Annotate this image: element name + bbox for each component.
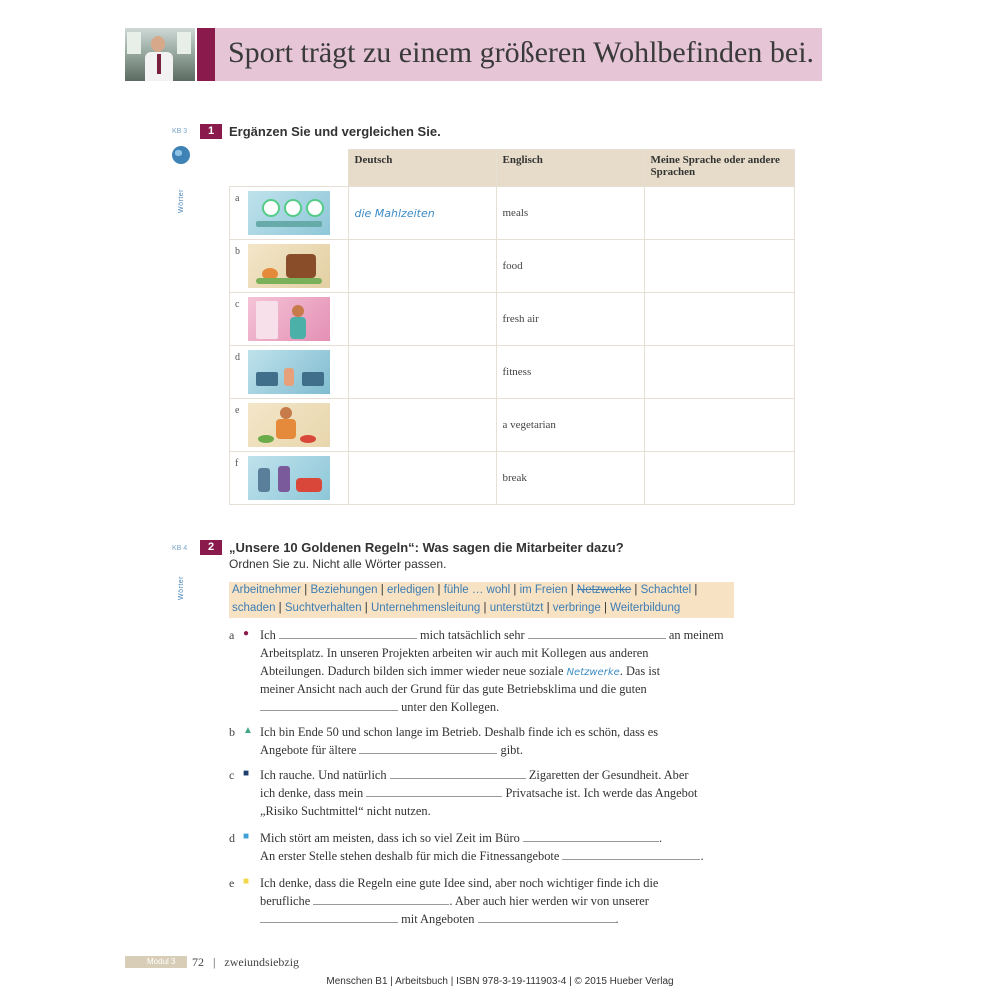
filled-answer: Netzwerke <box>566 667 620 678</box>
word-englisch: food <box>496 240 644 293</box>
ex2-heading: „Unsere 10 Goldenen Regeln“: Was sagen die Mitarbeiter dazu? <box>229 540 624 555</box>
table-row <box>230 399 795 452</box>
word-box-line-1: Arbeitnehmer | Beziehungen | erledigen | fühle … wohl | im Freien | Netzwerke | Schachtel | <box>232 584 698 596</box>
word-englisch: fitness <box>496 346 644 399</box>
table-row <box>230 346 795 399</box>
word-englisch: fresh air <box>496 293 644 346</box>
row-letter: a <box>235 193 240 204</box>
gap-input[interactable] <box>260 910 398 923</box>
item-e-letter: e <box>229 876 235 890</box>
item-a-line-4: meiner Ansicht nach auch der Grund für das gute Betriebsklima und die guten <box>260 682 647 696</box>
footer-credit: Menschen B1 | Arbeitsbuch | ISBN 978-3-19-111903-4 | © 2015 Hueber Verlag <box>326 976 674 987</box>
answer-own-language[interactable] <box>644 346 794 399</box>
word-item: Weiterbildung <box>610 602 681 614</box>
col-deutsch: Deutsch <box>348 150 496 187</box>
square-bullet-icon: ■ <box>243 768 250 779</box>
gap-input[interactable] <box>562 847 700 860</box>
ex2-number: 2 <box>200 540 222 555</box>
item-a-letter: a <box>229 628 235 642</box>
answer-deutsch[interactable] <box>348 293 496 346</box>
square-bullet-icon: ■ <box>243 876 250 887</box>
item-e-line-2: berufliche . Aber auch hier werden wir von unserer <box>260 894 649 908</box>
item-a-line-1: Ich mich tatsächlich sehr an meinem <box>260 628 724 642</box>
col-englisch: Englisch <box>496 150 644 187</box>
gap-input[interactable] <box>279 626 417 639</box>
module-label: Modul 3 <box>125 956 187 968</box>
item-a-line-2: Arbeitsplatz. In unseren Projekten arbeiten wir auch mit Kollegen aus anderen <box>260 646 649 660</box>
page-number-line: 72 | zweiundsiebzig <box>192 955 300 969</box>
table-row <box>230 452 795 505</box>
page-title: Sport trägt zu einem größeren Wohlbefinden bei. <box>228 36 815 69</box>
word-item: im Freien <box>519 584 568 596</box>
word-englisch: break <box>496 452 644 505</box>
page-word: zweiundsiebzig <box>224 955 300 969</box>
table-row <box>230 240 795 293</box>
item-b-letter: b <box>229 725 235 739</box>
word-englisch: meals <box>496 187 644 240</box>
answer-own-language[interactable] <box>644 187 794 240</box>
item-c-letter: c <box>229 768 235 782</box>
row-letter: d <box>235 352 240 363</box>
row-letter: b <box>235 246 240 257</box>
page-number: 72 <box>192 955 204 969</box>
word-item: Suchtverhalten <box>284 602 362 614</box>
globe-icon <box>172 146 190 164</box>
food-image <box>248 244 330 288</box>
ex1-side-label: Wörter <box>178 189 185 213</box>
item-e-line-3: mit Angeboten . <box>260 910 619 928</box>
gap-input[interactable] <box>528 626 666 639</box>
word-item: unterstützt <box>489 602 544 614</box>
gap-input[interactable] <box>260 698 398 711</box>
ex1-heading: Ergänzen Sie und vergleichen Sie. <box>229 124 441 139</box>
word-item: Arbeitnehmer <box>232 584 302 596</box>
gap-input[interactable] <box>313 892 449 905</box>
word-englisch: a vegetarian <box>496 399 644 452</box>
answer-deutsch[interactable] <box>348 240 496 293</box>
word-item: fühle … wohl <box>443 584 511 596</box>
item-d-letter: d <box>229 831 235 845</box>
item-d-line-2: An erster Stelle stehen deshalb für mich die Fitnessangebote . <box>260 849 704 863</box>
item-a-line-5: unter den Kollegen. <box>260 698 499 716</box>
circle-bullet-icon: ● <box>243 628 250 639</box>
answer-own-language[interactable] <box>644 399 794 452</box>
gap-input[interactable] <box>390 766 526 779</box>
ex2-ref: KB 4 <box>172 545 188 552</box>
vocabulary-table <box>229 149 795 505</box>
ex1-ref: KB 3 <box>172 128 188 135</box>
word-item: Beziehungen <box>310 584 378 596</box>
word-item-used: Netzwerke <box>576 584 632 596</box>
item-c-line-2: ich denke, dass mein Privatsache ist. Ich werde das Angebot <box>260 786 698 800</box>
item-b-line-1: Ich bin Ende 50 und schon lange im Betrieb. Deshalb finde ich es schön, dass es <box>260 725 659 739</box>
item-d-line-1: Mich stört am meisten, dass ich so viel Zeit im Büro . <box>260 831 663 845</box>
gap-input[interactable] <box>359 741 497 754</box>
row-letter: c <box>235 299 240 310</box>
item-a-line-3: Abteilungen. Dadurch bilden sich immer wieder neue soziale Netzwerke. Das ist <box>260 664 661 678</box>
square-bullet-icon: ■ <box>243 831 250 842</box>
fitness-image <box>248 350 330 394</box>
word-item: verbringe <box>552 602 601 614</box>
vegetarian-image <box>248 403 330 447</box>
ex1-number: 1 <box>200 124 222 139</box>
item-c-line-1: Ich rauche. Und natürlich Zigaretten der Gesundheit. Aber <box>260 768 689 782</box>
answer-deutsch[interactable]: die Mahlzeiten <box>348 187 496 240</box>
answer-own-language[interactable] <box>644 240 794 293</box>
table-row <box>230 187 795 240</box>
answer-deutsch[interactable] <box>348 452 496 505</box>
item-c-line-3: „Risiko Suchtmittel“ nicht nutzen. <box>260 804 431 818</box>
ex2-instruction: Ordnen Sie zu. Nicht alle Wörter passen. <box>229 557 447 571</box>
word-item: Schachtel <box>640 584 692 596</box>
item-b-line-2: Angebote für ältere gibt. <box>260 743 523 757</box>
break-image <box>248 456 330 500</box>
ex2-side-label: Wörter <box>178 576 185 600</box>
triangle-bullet-icon: ▲ <box>243 725 253 736</box>
word-box-line-2: schaden | Suchtverhalten | Unternehmensleitung | unterstützt | verbringe | Weiterbildung <box>232 602 681 614</box>
table-row <box>230 293 795 346</box>
gap-input[interactable] <box>478 910 616 923</box>
answer-deutsch[interactable] <box>348 346 496 399</box>
row-letter: f <box>235 458 239 469</box>
header-photo <box>125 28 195 81</box>
word-item: Unternehmensleitung <box>370 602 481 614</box>
gap-input[interactable] <box>366 784 502 797</box>
answer-own-language[interactable] <box>644 452 794 505</box>
gap-input[interactable] <box>523 829 659 842</box>
word-item: schaden <box>232 602 276 614</box>
item-e-line-1: Ich denke, dass die Regeln eine gute Idee sind, aber noch wichtiger finde ich die <box>260 876 659 890</box>
answer-own-language[interactable] <box>644 293 794 346</box>
row-letter: e <box>235 405 240 416</box>
answer-deutsch[interactable] <box>348 399 496 452</box>
fresh-air-image <box>248 297 330 341</box>
col-meine-sprache: Meine Sprache oder andere Sprachen <box>644 150 794 187</box>
header-accent-bar <box>197 28 215 81</box>
word-item: erledigen <box>386 584 435 596</box>
meals-image <box>248 191 330 235</box>
